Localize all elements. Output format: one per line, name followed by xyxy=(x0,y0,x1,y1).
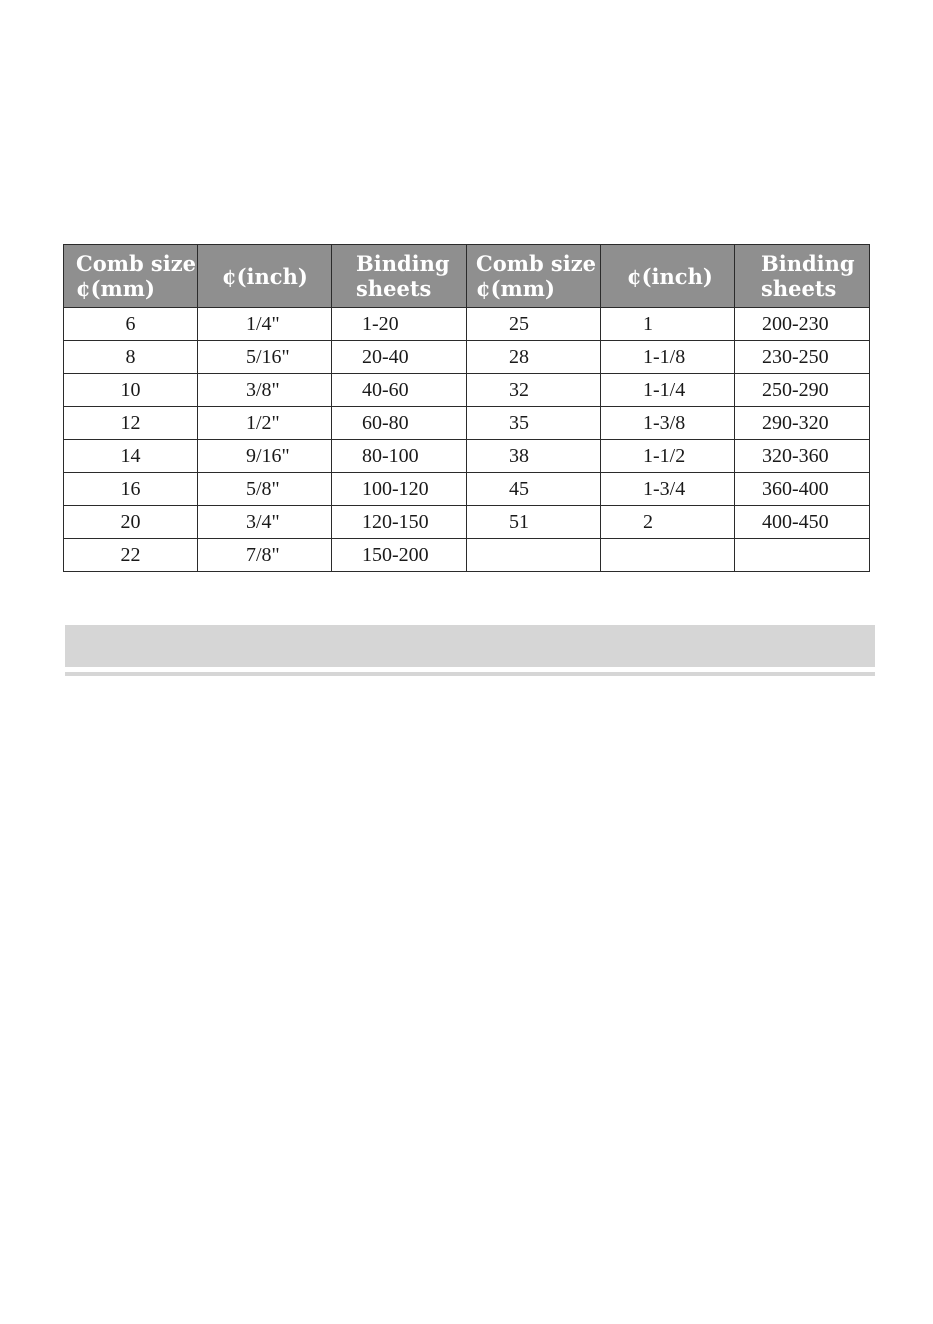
cell-sheets: 40-60 xyxy=(332,374,467,407)
cell-inch: 1/4" xyxy=(198,308,332,341)
cell-inch: 2 xyxy=(601,506,735,539)
cell-sheets: 150-200 xyxy=(332,539,467,572)
cell-comb-mm: 14 xyxy=(64,440,198,473)
cell-inch: 1-1/4 xyxy=(601,374,735,407)
cell-comb-mm: 35 xyxy=(467,407,601,440)
cell-inch: 7/8" xyxy=(198,539,332,572)
cell-comb-mm: 32 xyxy=(467,374,601,407)
cell-comb-mm: 20 xyxy=(64,506,198,539)
comb-size-table xyxy=(63,244,870,572)
table-row xyxy=(64,539,870,572)
cell-comb-mm: 25 xyxy=(467,308,601,341)
cell-sheets: 1-20 xyxy=(332,308,467,341)
cell-sheets: 290-320 xyxy=(735,407,870,440)
table-row xyxy=(64,440,870,473)
cell-sheets: 230-250 xyxy=(735,341,870,374)
header-diameter-inch: ¢(inch) xyxy=(198,245,332,308)
cell-sheets: 360-400 xyxy=(735,473,870,506)
cell-comb-mm: 22 xyxy=(64,539,198,572)
cell-comb-mm: 38 xyxy=(467,440,601,473)
cell-inch: 3/4" xyxy=(198,506,332,539)
cell-comb-mm xyxy=(467,539,601,572)
table-row xyxy=(64,506,870,539)
header-comb-size-mm: Comb size ¢(mm) xyxy=(467,245,601,308)
cell-inch: 1-1/2 xyxy=(601,440,735,473)
cell-sheets: 100-120 xyxy=(332,473,467,506)
cell-comb-mm: 28 xyxy=(467,341,601,374)
table-row xyxy=(64,308,870,341)
cell-sheets: 60-80 xyxy=(332,407,467,440)
table-header-row xyxy=(64,245,870,308)
cell-sheets: 400-450 xyxy=(735,506,870,539)
cell-inch: 5/16" xyxy=(198,341,332,374)
table-row xyxy=(64,374,870,407)
header-binding-sheets: Binding sheets xyxy=(332,245,467,308)
cell-comb-mm: 51 xyxy=(467,506,601,539)
header-binding-sheets: Binding sheets xyxy=(735,245,870,308)
cell-inch: 1-1/8 xyxy=(601,341,735,374)
cell-sheets: 20-40 xyxy=(332,341,467,374)
section-divider xyxy=(65,672,875,676)
cell-sheets: 120-150 xyxy=(332,506,467,539)
cell-inch: 3/8" xyxy=(198,374,332,407)
cell-sheets xyxy=(735,539,870,572)
cell-inch: 9/16" xyxy=(198,440,332,473)
cell-comb-mm: 6 xyxy=(64,308,198,341)
cell-sheets: 250-290 xyxy=(735,374,870,407)
cell-inch: 1/2" xyxy=(198,407,332,440)
cell-comb-mm: 12 xyxy=(64,407,198,440)
section-header-band xyxy=(65,625,875,667)
cell-sheets: 80-100 xyxy=(332,440,467,473)
cell-inch xyxy=(601,539,735,572)
cell-comb-mm: 8 xyxy=(64,341,198,374)
cell-comb-mm: 10 xyxy=(64,374,198,407)
header-diameter-inch: ¢(inch) xyxy=(601,245,735,308)
table-row xyxy=(64,473,870,506)
cell-inch: 1-3/8 xyxy=(601,407,735,440)
cell-inch: 1-3/4 xyxy=(601,473,735,506)
table-row xyxy=(64,341,870,374)
cell-comb-mm: 16 xyxy=(64,473,198,506)
cell-sheets: 200-230 xyxy=(735,308,870,341)
header-comb-size-mm: Comb size ¢(mm) xyxy=(64,245,198,308)
cell-comb-mm: 45 xyxy=(467,473,601,506)
cell-inch: 1 xyxy=(601,308,735,341)
cell-sheets: 320-360 xyxy=(735,440,870,473)
cell-inch: 5/8" xyxy=(198,473,332,506)
table-row xyxy=(64,407,870,440)
